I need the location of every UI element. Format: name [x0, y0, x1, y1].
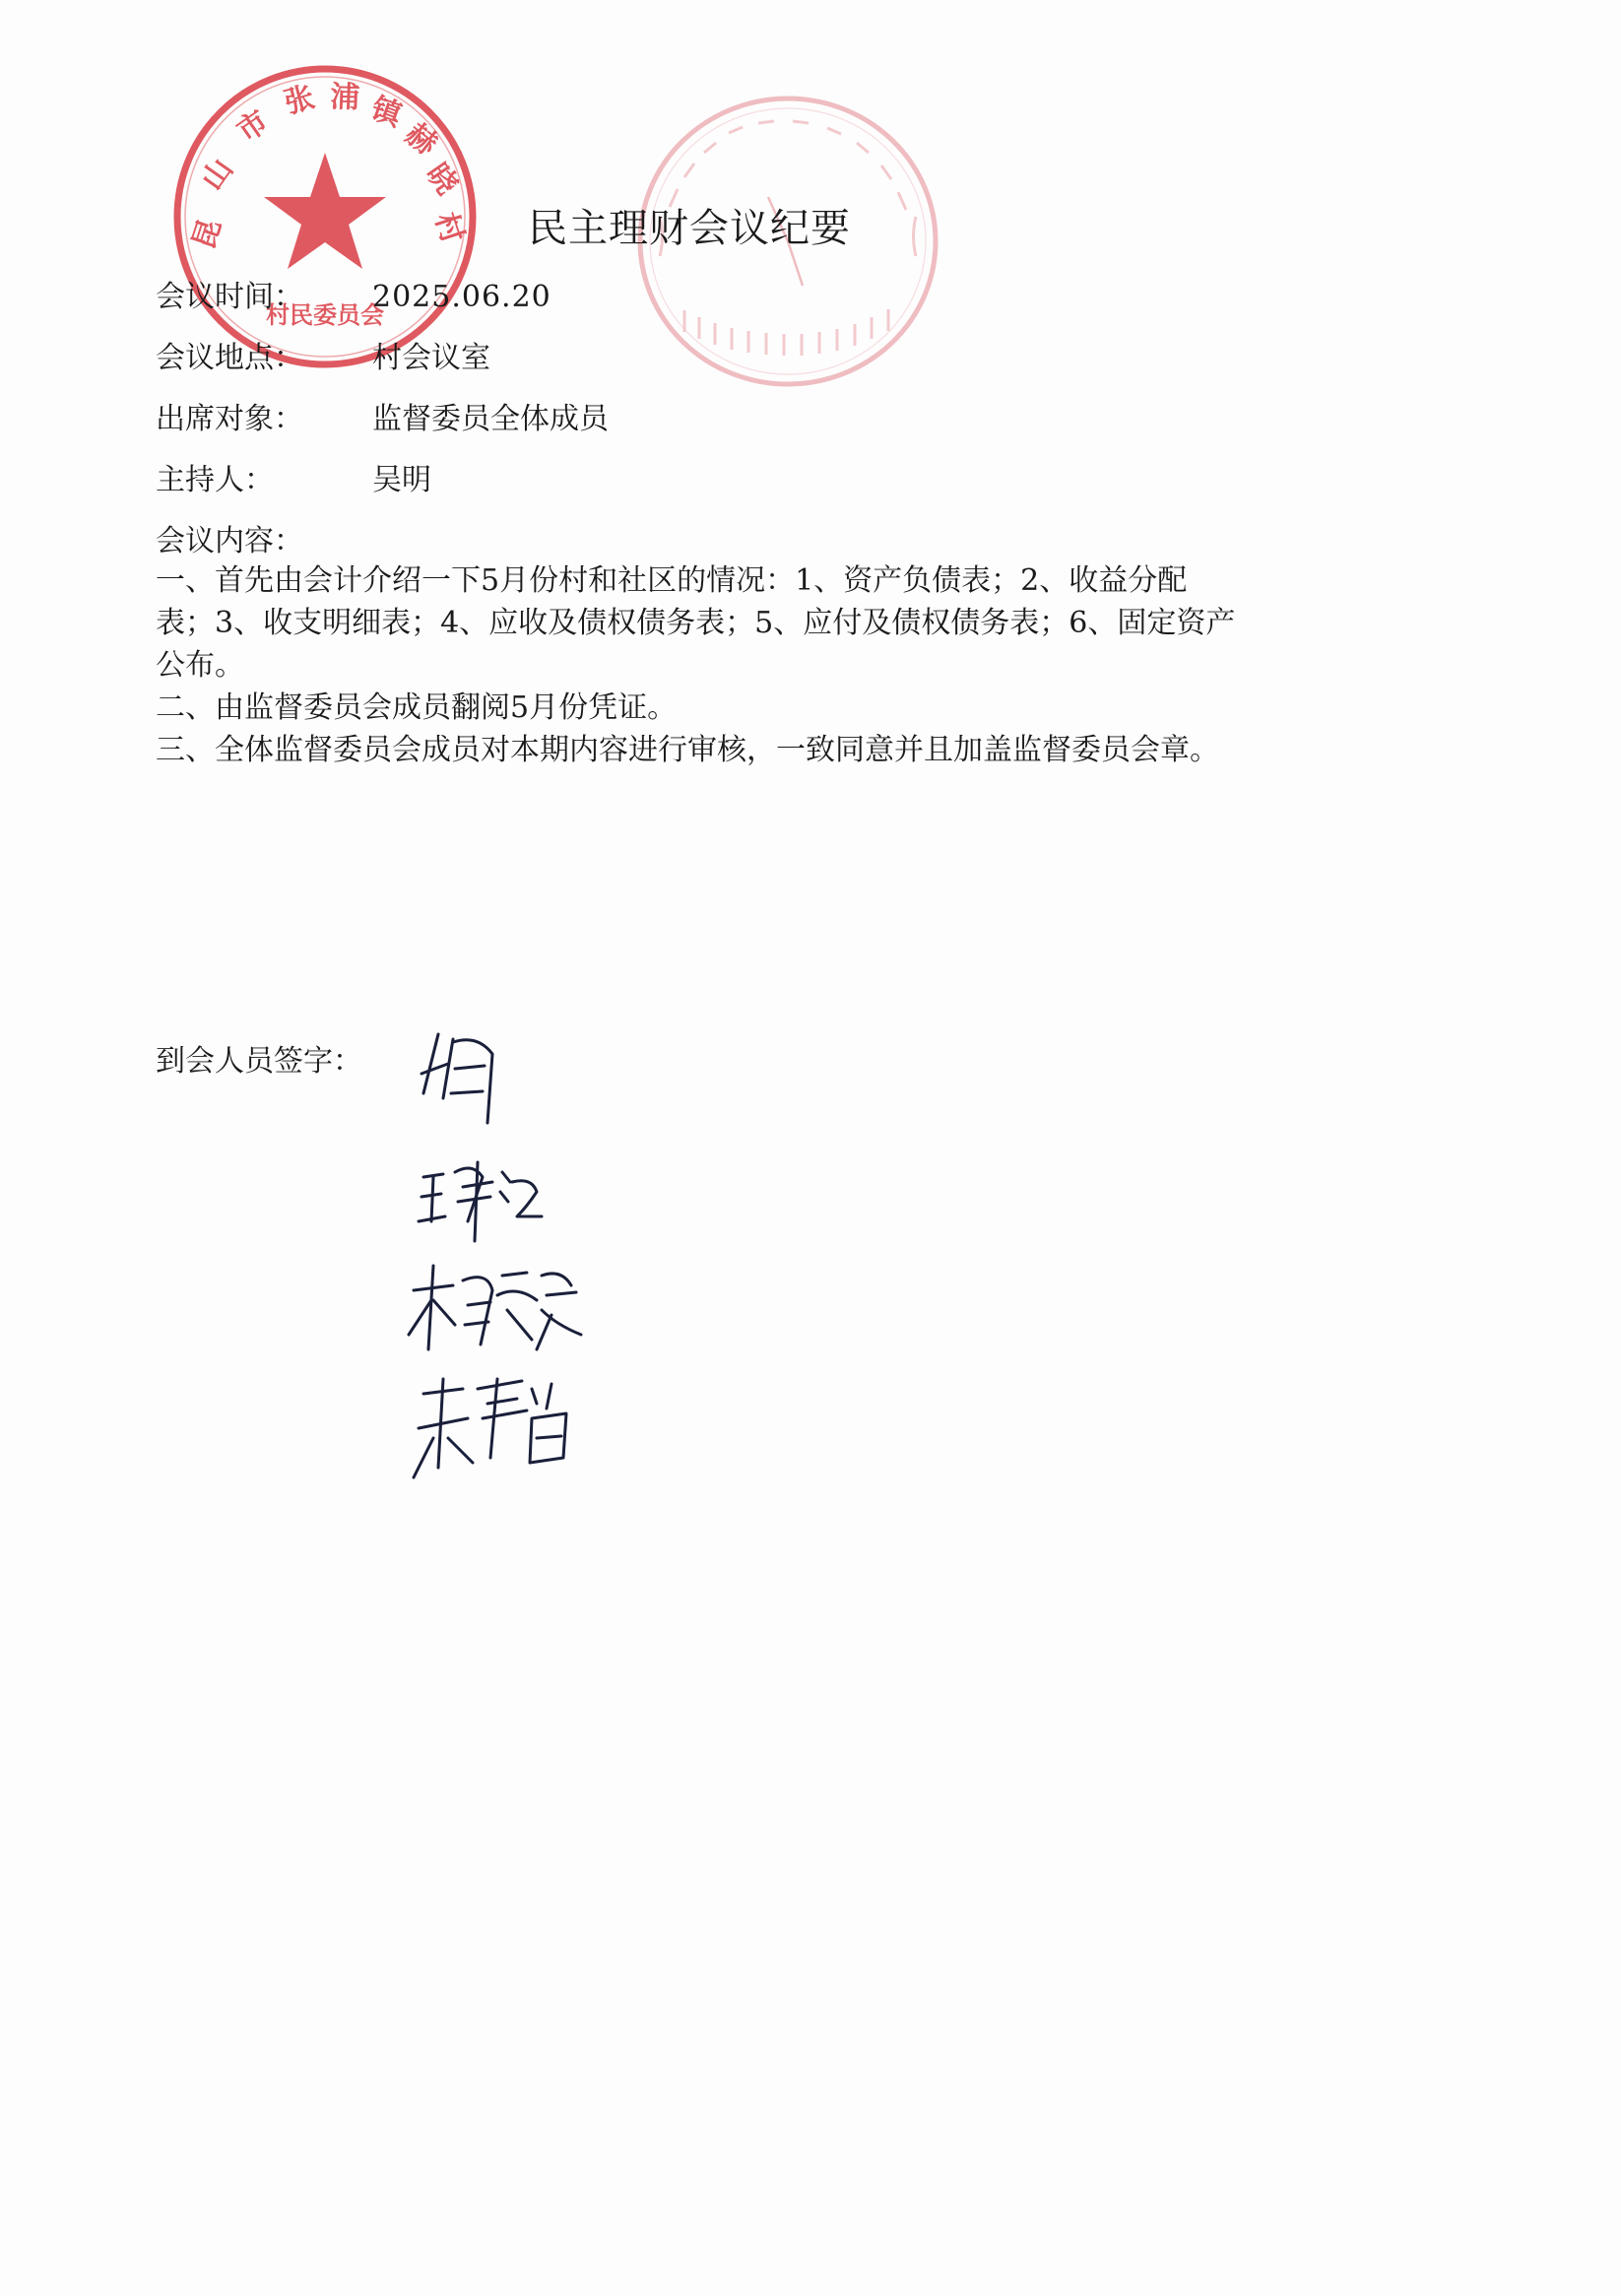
meeting-location-label: 会议地点：	[156, 341, 303, 375]
content-item-2: 二、由监督委员会成员翻阅5月份凭证。	[156, 690, 678, 725]
meeting-host-row	[156, 461, 431, 500]
svg-text:晓: 晓	[419, 157, 465, 202]
svg-text:赫: 赫	[399, 116, 444, 163]
svg-text:村: 村	[427, 208, 470, 248]
signature-3	[409, 1266, 581, 1349]
signature-2	[419, 1162, 542, 1241]
svg-text:张: 张	[281, 80, 319, 121]
content-item-1: 一、首先由会计介绍一下5月份村和社区的情况：1、资产负债表；2、收益分配表；3、收支明细表；4、应收及债权债务表；5、应付及债权债务表；6、固定资产公布。	[156, 563, 1236, 683]
meeting-content-body	[156, 559, 1239, 771]
meeting-time-label: 会议时间：	[156, 280, 303, 314]
signature-4	[414, 1379, 566, 1477]
svg-text:山: 山	[194, 152, 240, 197]
signature-label: 到会人员签字：	[156, 1044, 362, 1079]
meeting-attendees-row	[156, 400, 609, 439]
svg-text:浦: 浦	[329, 80, 360, 116]
meeting-host-value: 吴明	[372, 463, 431, 497]
meeting-attendees-value: 监督委员全体成员	[372, 402, 609, 436]
meeting-time-value: 2025.06.20	[372, 280, 551, 314]
meeting-content-heading: 会议内容：	[156, 524, 303, 558]
svg-text:昆: 昆	[186, 215, 228, 254]
handwritten-signatures	[394, 1015, 650, 1507]
seal-text	[0, 0, 1, 1]
meeting-attendees-label: 出席对象：	[156, 402, 303, 436]
svg-text:镇: 镇	[366, 91, 407, 134]
meeting-location-row	[156, 339, 490, 378]
content-item-3: 三、全体监督委员会成员对本期内容进行审核，一致同意并且加盖监督委员会章。	[156, 733, 1219, 767]
meeting-host-label: 主持人：	[156, 463, 274, 497]
signature-1	[421, 1034, 492, 1123]
meeting-time-row	[156, 278, 551, 317]
svg-text:市: 市	[230, 103, 276, 150]
document-title: 民主理财会议纪要	[528, 206, 851, 251]
svg-text:村民委员会: 村民委员会	[266, 300, 384, 329]
meeting-location-value: 村会议室	[372, 341, 490, 375]
